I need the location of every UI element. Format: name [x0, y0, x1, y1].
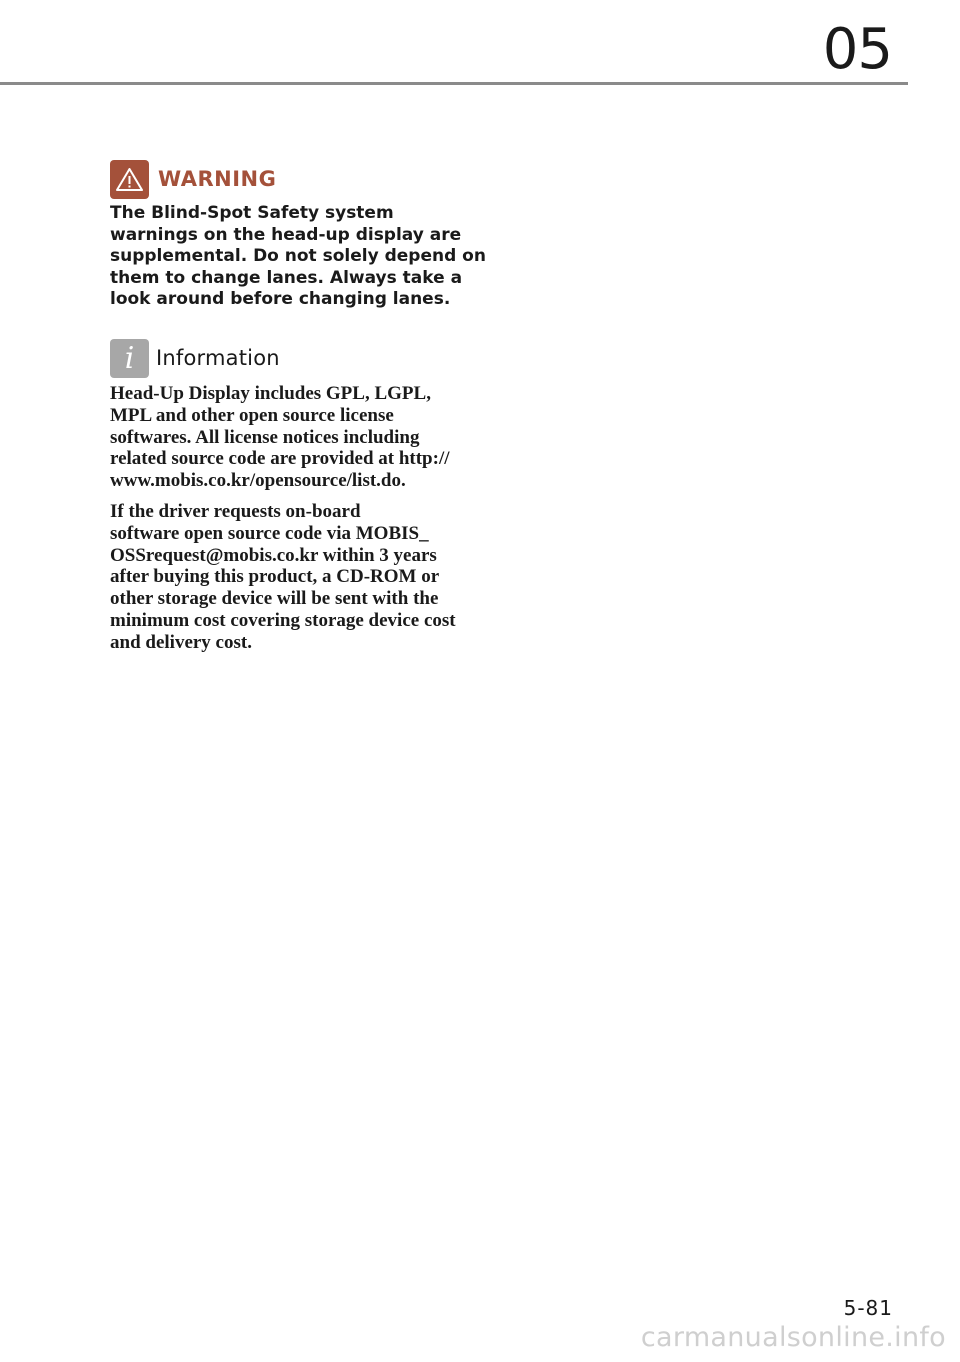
- warning-title: WARNING: [158, 167, 277, 191]
- warning-header: [110, 159, 500, 199]
- header-divider: [0, 82, 908, 85]
- warning-text: The Blind-Spot Safety system warnings on the head-up display are supplemental. Do not solely depend on them to change lanes. Always take a look around before changing lanes.: [110, 203, 486, 309]
- information-title: Information: [156, 346, 280, 370]
- watermark: carmanualsonline.info: [640, 1322, 946, 1353]
- information-paragraph: If the driver requests on-board software open source code via MOBIS_ OSSrequest@mobis.co.kr within 3 years after buying this product, a CD-ROM or other storage device will be sent with the minimum cost covering storage device cost and delivery cost.: [110, 500, 456, 653]
- information-header: [110, 338, 510, 378]
- page-number: 5-81: [843, 1296, 893, 1320]
- information-box: [110, 338, 510, 654]
- chapter-number: 05: [822, 17, 892, 82]
- info-icon: i: [110, 339, 149, 378]
- information-paragraph: Head-Up Display includes GPL, LGPL, MPL and other open source license softwares. All license notices including related source code are provided at http:// www.mobis.co.kr/opensource/list.do.: [110, 383, 450, 492]
- warning-box: [110, 159, 500, 311]
- warning-triangle-icon: [110, 160, 149, 199]
